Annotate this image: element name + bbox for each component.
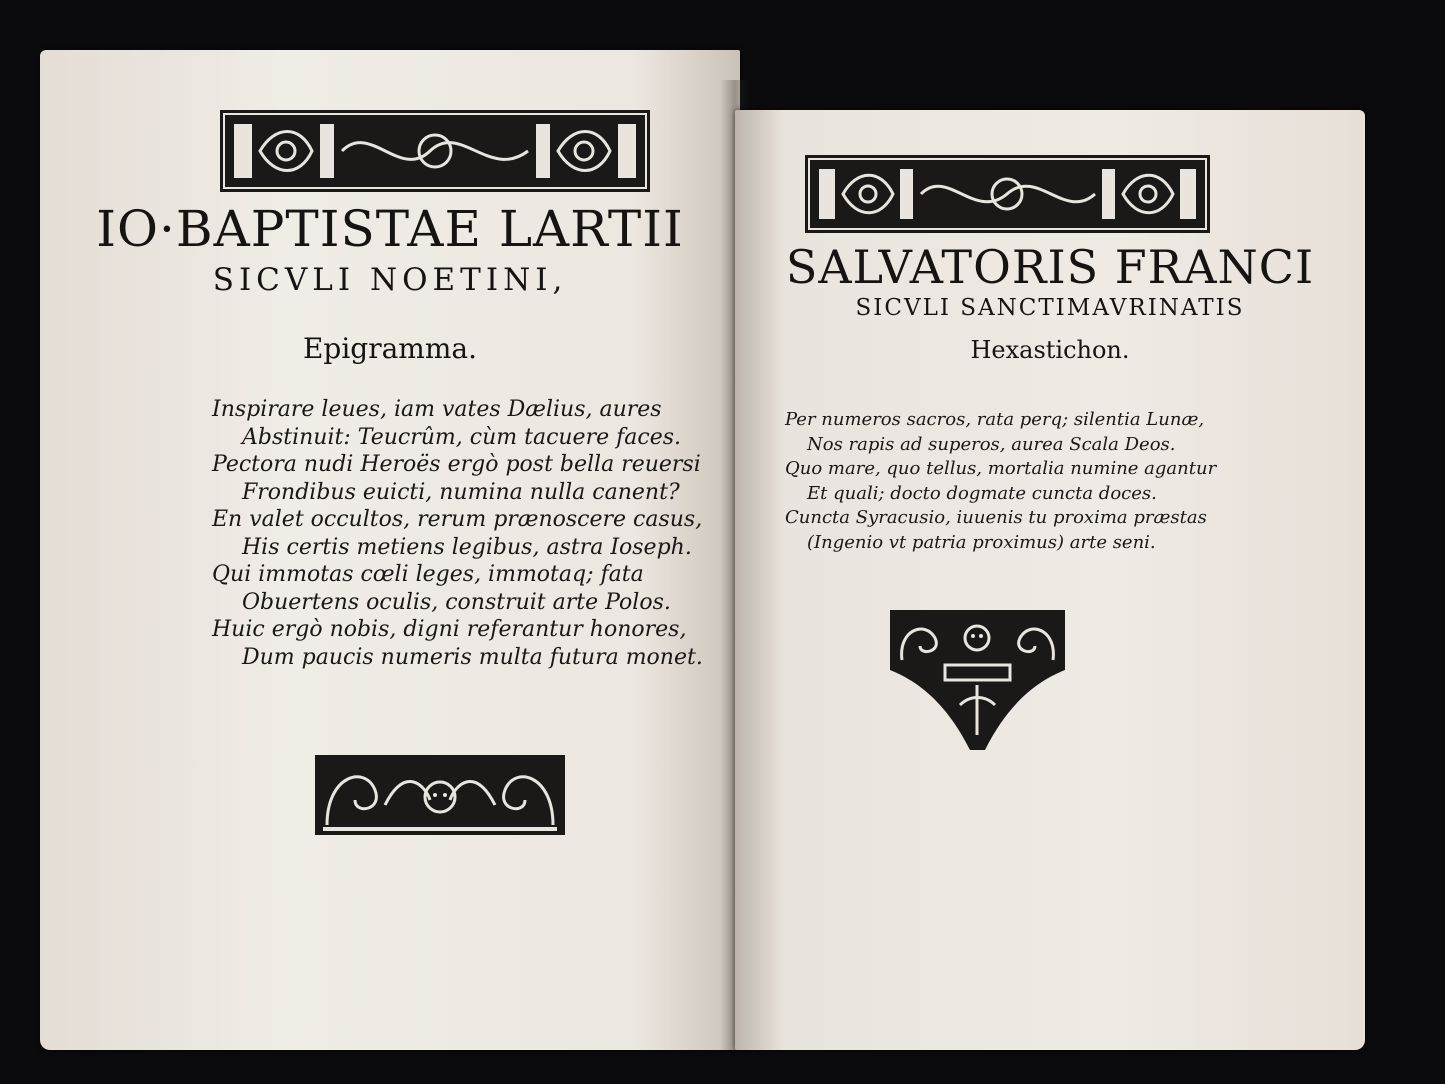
poem-line: Frondibus euicti, numina nulla canent? [242, 479, 680, 505]
poem-line: Inspirare leues, iam vates Dælius, aures [212, 397, 662, 422]
right-page-heading: Hexastichon. [970, 336, 1130, 364]
poem-line: En valet occultos, rerum prænoscere casus, [212, 507, 703, 532]
left-page-subtitle: SICVLI NOETINI, [212, 262, 568, 298]
grotesque-fleuron-ornament [890, 610, 1065, 750]
poem-line: (Ingenio vt patria proximus) arte seni. [807, 531, 1156, 553]
left-page-title: IO·BAPTISTAE LARTII [96, 200, 684, 258]
poem-line: Nos rapis ad superos, aurea Scala Deos. [807, 433, 1176, 455]
left-page [40, 50, 740, 1050]
poem-line: His certis metiens legibus, astra Ioseph. [242, 534, 692, 560]
poem-line: Abstinuit: Teucrûm, cùm tacuere faces. [242, 424, 681, 450]
tailpiece-cherub-ornament [315, 755, 565, 835]
poem-line: Per numeros sacros, rata perq; silentia Lunæ, [785, 409, 1205, 430]
poem-line: Pectora nudi Heroës ergò post bella reuersi [212, 452, 701, 477]
right-page-subtitle: SICVLI SANCTIMAVRINATIS [855, 295, 1245, 321]
right-page-title: SALVATORIS FRANCI [785, 240, 1315, 294]
left-poem [212, 396, 703, 671]
right-page [735, 110, 1365, 1050]
poem-line: Huic ergò nobis, digni referantur honores, [212, 617, 687, 642]
header-woodcut-ornament [805, 155, 1210, 233]
poem-line: Cuncta Syracusio, iuuenis tu proxima præstas [785, 507, 1207, 528]
poem-line: Quo mare, quo tellus, mortalia numine agantur [785, 458, 1217, 479]
left-page-heading: Epigramma. [302, 332, 477, 365]
poem-line: Et quali; docto dogmate cuncta doces. [807, 482, 1157, 504]
poem-line: Qui immotas cœli leges, immotaq; fata [212, 562, 644, 587]
poem-line: Obuertens oculis, construit arte Polos. [242, 589, 671, 615]
header-woodcut-ornament [220, 110, 650, 192]
right-poem [785, 408, 1216, 555]
poem-line: Dum paucis numeris multa futura monet. [242, 644, 703, 670]
